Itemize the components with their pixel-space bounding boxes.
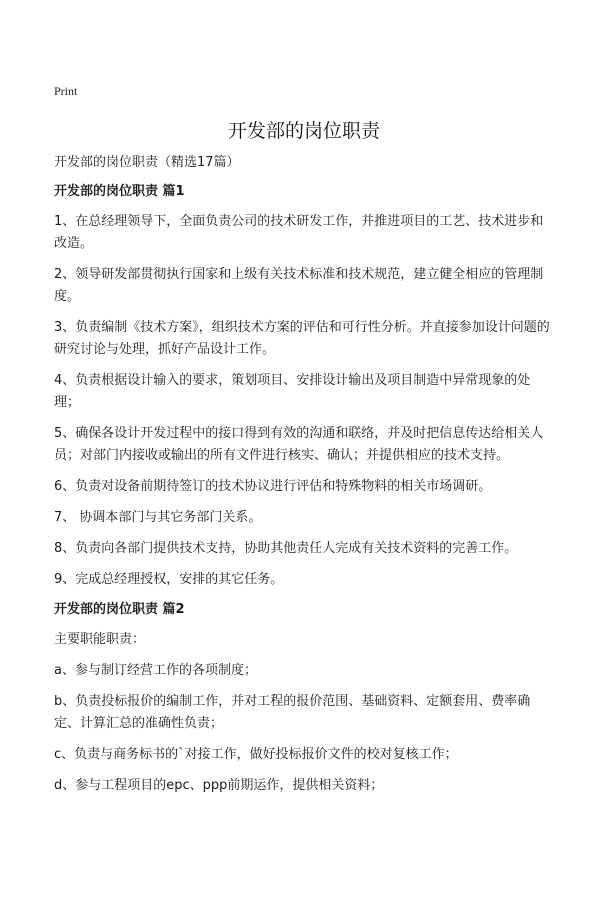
duty-item-b: b、负责投标报价的编制工作，并对工程的报价范围、基础资料、定额套用、费率确定、计算汇总的准确性负责； (54, 694, 531, 731)
section-heading: 开发部的岗位职责 篇1 (54, 184, 185, 199)
document-body (54, 153, 550, 806)
duties-intro: 主要职能职责： (54, 632, 146, 647)
duty-item-9: 9、完成总经理授权，安排的其它任务。 (54, 572, 284, 587)
duty-item-8: 8、负责向各部门提供技术支持，协助其他责任人完成有关技术资料的完善工作。 (54, 541, 518, 556)
section-heading: 开发部的岗位职责 篇2 (54, 602, 185, 617)
section-1 (54, 182, 550, 591)
duty-item-3: 3、负责编制《技术方案》，组织技术方案的评估和可行性分析。并直接参加设计问题的研究讨论与处理，抓好产品设计工作。 (54, 320, 550, 357)
document-title: 开发部的岗位职责 (227, 120, 380, 142)
duty-item-a: a、参与制订经营工作的各项制度； (54, 663, 257, 678)
print-label: Print (54, 84, 78, 98)
duty-item-4: 4、负责根据设计输入的要求，策划项目、安排设计输出及项目制造中异常现象的处理； (54, 373, 531, 410)
duty-item-2: 2、领导研发部贯彻执行国家和上级有关技术标准和技术规范，建立健全相应的管理制度。 (54, 267, 544, 304)
duty-item-7: 7、 协调本部门与其它务部门关系。 (54, 510, 262, 525)
document-subtitle: 开发部的岗位职责（精选17篇） (54, 155, 240, 170)
section-2 (54, 600, 550, 797)
duty-item-1: 1、在总经理领导下，全面负责公司的技术研发工作，并推进项目的工艺、技术进步和改造。 (54, 214, 544, 251)
duty-item-d: d、参与工程项目的epc、ppp前期运作，提供相关资料； (54, 778, 384, 793)
duty-item-c: c、负责与商务标书的`对接工作，做好投标报价文件的校对复核工作； (54, 747, 458, 762)
duty-item-5: 5、确保各设计开发过程中的接口得到有效的沟通和联络，并及时把信息传达给相关人员；对部门内接收或输出的所有文件进行核实、确认；并提供相应的技术支持。 (54, 426, 544, 463)
duty-item-6: 6、负责对设备前期待签订的技术协议进行评估和特殊物料的相关市场调研。 (54, 479, 492, 494)
